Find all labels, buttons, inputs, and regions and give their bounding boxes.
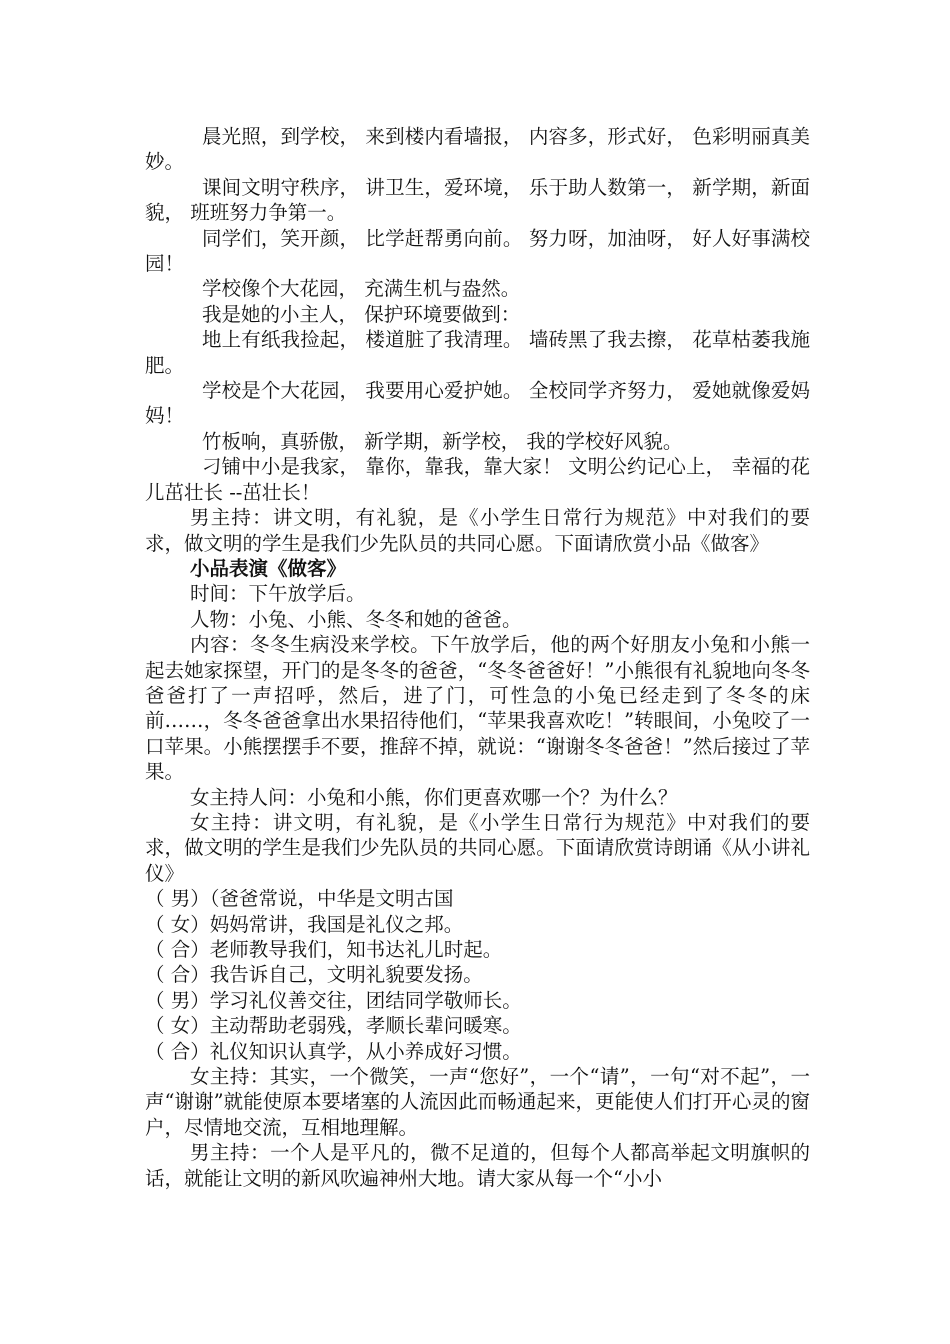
poem-line-6: 地上有纸我捡起， 楼道脏了我清理。 墙砖黑了我去擦， 花草枯萎我施肥。 bbox=[145, 328, 810, 377]
host-male-intro-skit: 男主持：讲文明，有礼貌，是《小学生日常行为规范》中对我们的要求，做文明的学生是我们少先队员的共同心愿。下面请欣赏小品《做客》 bbox=[145, 506, 810, 555]
poem-line-2: 课间文明守秩序， 讲卫生，爱环境， 乐于助人数第一， 新学期，新面貌， 班班努力争第一。 bbox=[145, 175, 810, 225]
skit-content: 内容：冬冬生病没来学校。下午放学后，他的两个好朋友小兔和小熊一起去她家探望，开门的是冬冬的爸爸，“冬冬爸爸好！”小熊很有礼貌地向冬冬爸爸打了一声招呼，然后，进了门，可性急的小兔已经走到了冬冬的床前……，冬冬爸爸拿出水果招待他们，“苹果我喜欢吃！”转眼间，小兔咬了一口苹果。小熊摆摆手不要，推辞不掉，就说：“谢谢冬冬爸爸！”然后接过了苹果。 bbox=[145, 633, 810, 784]
host-female-question: 女主持人问：小兔和小熊，你们更喜欢哪一个？为什么？ bbox=[190, 785, 678, 809]
document-body bbox=[145, 124, 810, 1191]
poem-line-4: 学校像个大花园， 充满生机与盎然。 bbox=[202, 277, 521, 301]
poem-line-1: 晨光照，到学校， 来到楼内看墙报， 内容多，形式好， 色彩明丽真美妙。 bbox=[145, 125, 810, 174]
recitation-line-1: （ 男）（爸爸常说，中华是文明古国 bbox=[145, 887, 454, 911]
poem-line-3: 同学们，笑开颜， 比学赶帮勇向前。 努力呀，加油呀， 好人好事满校园！ bbox=[145, 226, 810, 276]
host-male-closing: 男主持：一个人是平凡的，微不足道的，但每个人都高举起文明旗帜的话，就能让文明的新风吹遍神州大地。请大家从每一个“小小 bbox=[145, 1141, 810, 1190]
recitation-line-4: （ 合）我告诉自己，文明礼貌要发扬。 bbox=[145, 963, 483, 987]
poem-line-8: 竹板响，真骄傲， 新学期，新学校， 我的学校好风貌。 bbox=[202, 429, 683, 453]
host-female-reflection: 女主持：其实，一个微笑，一声“您好”，一个“请”，一句“对不起”，一声“谢谢”就能使原本要堵塞的人流因此而畅通起来，更能使人们打开心灵的窗户，尽情地交流，互相地理解。 bbox=[145, 1065, 810, 1139]
recitation-line-6: （ 女）主动帮助老弱残，孝顺长辈问暖寒。 bbox=[145, 1014, 522, 1038]
recitation-line-5: （ 男）学习礼仪善交往，团结同学敬师长。 bbox=[145, 988, 522, 1012]
recitation-line-3: （ 合）老师教导我们，知书达礼儿时起。 bbox=[145, 938, 503, 961]
poem-line-5: 我是她的小主人， 保护环境要做到： bbox=[202, 302, 521, 326]
poem-line-7: 学校是个大花园， 我要用心爱护她。 全校同学齐努力， 爱她就像爱妈妈！ bbox=[145, 379, 810, 428]
skit-title: 小品表演《做客》 bbox=[190, 556, 347, 580]
recitation-line-2: （ 女）妈妈常讲，我国是礼仪之邦。 bbox=[145, 912, 464, 936]
recitation-line-7: （ 合）礼仪知识认真学，从小养成好习惯。 bbox=[145, 1039, 522, 1063]
poem-line-9: 刁铺中小是我家， 靠你，靠我，靠大家！ 文明公约记心上， 幸福的花儿茁壮长 --茁壮长！ bbox=[145, 455, 810, 504]
host-female-intro-poem: 女主持：讲文明，有礼貌，是《小学生日常行为规范》中对我们的要求，做文明的学生是我们少先队员的共同心愿。下面请欣赏诗朗诵《从小讲礼仪》 bbox=[145, 810, 810, 885]
skit-characters: 人物：小兔、小熊、冬冬和她的爸爸。 bbox=[190, 607, 522, 631]
skit-time: 时间：下午放学后。 bbox=[190, 582, 366, 606]
